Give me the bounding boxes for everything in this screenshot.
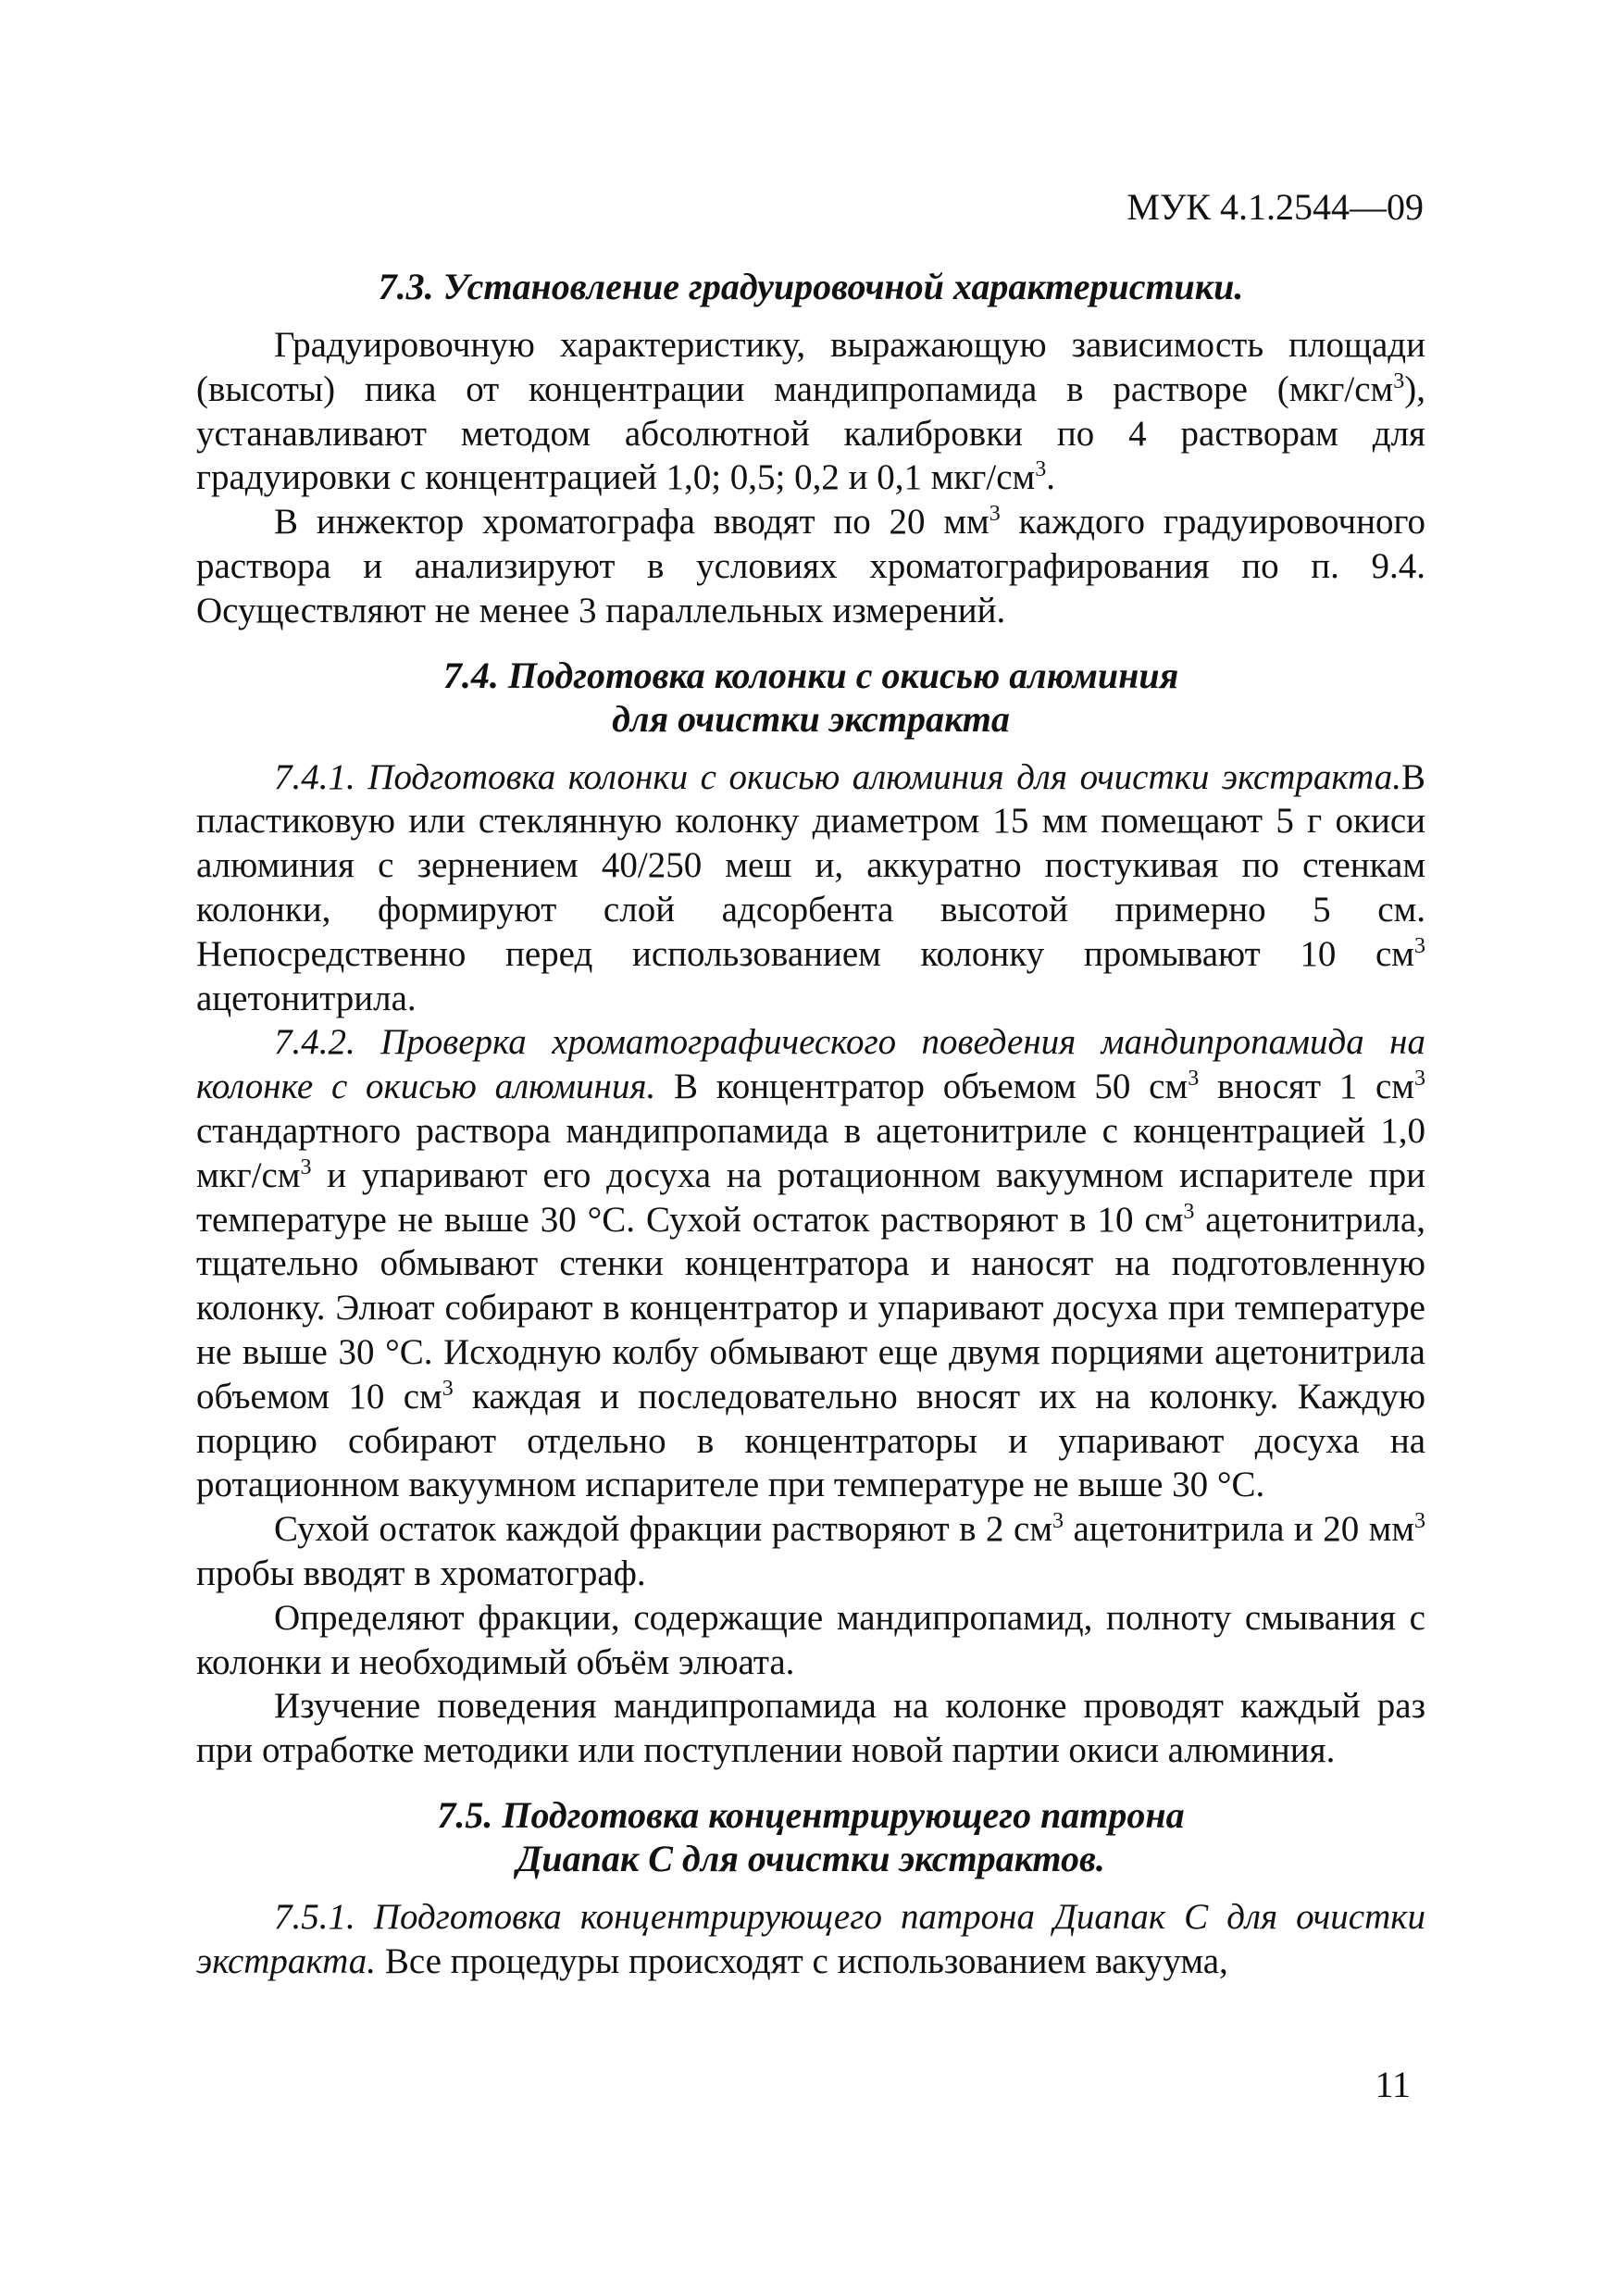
page-number: 11: [1375, 2064, 1411, 2105]
subsection-title-7-4-1: 7.4.1. Подготовка колонки с окисью алюминия для очистки экстракта.: [274, 756, 1401, 797]
paragraph-7-4-fractions: Определяют фракции, содержащие мандипропамид, полноту смывания с колонки и необходимый объём элюата.: [196, 1597, 1425, 1682]
superscript: 3: [1414, 933, 1425, 958]
text-run: ацетонитрила.: [196, 978, 417, 1018]
subsection-title-7-4-2: 7.4.2. Проверка хроматографического поведения мандипропамида на колонке с окисью алюминия.: [196, 1022, 1425, 1107]
spacer: [196, 1773, 1425, 1793]
spacer: [196, 741, 1425, 755]
section-heading-7-5-line1: 7.5. Подготовка концентрирующего патрона: [437, 1793, 1185, 1836]
superscript: 3: [1183, 1199, 1195, 1224]
spacer: [196, 308, 1425, 323]
text-run: В пластиковую или стеклянную колонку диаметром 15 мм помещают 5 г окиси алюминия с зернением 40/250 меш и, аккуратно постукивая по стенкам колонки, формируют слой адсорбента высотой примерно 5 см. Непосредственно перед использованием колонку промывают 10 см: [196, 756, 1425, 974]
superscript: 3: [1393, 368, 1405, 393]
superscript: 3: [1188, 1067, 1200, 1092]
paragraph-7-4-2: [196, 1020, 1425, 1507]
text-run: стандартного раствора мандипропамида в ацетонитриле с концентрацией 1,0 мкг/см: [196, 1110, 1425, 1195]
paragraph-7-4-dry-residue: [196, 1507, 1425, 1596]
superscript: 3: [442, 1376, 454, 1401]
spacer: [196, 1880, 1425, 1895]
text-run: .: [1046, 457, 1055, 498]
text-run: В инжектор хроматографа вводят по 20 мм: [274, 502, 989, 543]
text-run: пробы вводят в хроматограф.: [196, 1553, 646, 1593]
text-run: вносят 1 см: [1199, 1067, 1414, 1107]
paragraph-7-3-injection: [196, 500, 1425, 632]
section-heading-7-5-line2: Диапак С для очистки экстрактов.: [517, 1837, 1105, 1879]
superscript: 3: [1414, 1509, 1426, 1534]
text-run: каждого градуировочного раствора и анализируют в условиях хроматографирования по п. 9.4. Осуществляют не менее 3 параллельных измерений.: [196, 502, 1425, 630]
section-heading-7-4-line2: для очистки экстракта: [612, 697, 1010, 740]
superscript: 3: [1414, 1067, 1425, 1092]
text-run: ), устанавливают методом абсолютной калибровки по 4 растворам для градуировки с концентрацией 1,0; 0,5; 0,2 и 0,1 мкг/см: [196, 368, 1425, 498]
text-run: ацетонитрила и 20 мм: [1064, 1509, 1415, 1550]
section-heading-7-3: [196, 265, 1425, 308]
superscript: 3: [300, 1154, 312, 1179]
paragraph-7-4-1: [196, 755, 1425, 1021]
section-heading-7-3-text: 7.3. Установление градуировочной характеристики.: [378, 266, 1244, 307]
superscript: 3: [989, 502, 1001, 527]
text-run: Все процедуры происходят с использованием вакуума,: [376, 1940, 1228, 1981]
superscript: 3: [1052, 1509, 1064, 1534]
text-run: Градуировочную характеристику, выражающую зависимость площади (высоты) пика от концентрации мандипропамида в растворе (мкг/см: [196, 325, 1425, 409]
section-heading-7-5: [196, 1793, 1425, 1880]
text-run: ацетонитрила, тщательно обмывают стенки концентратора и наносят на подготовленную колонку. Элюат собирают в концентратор и упаривают досуха при температуре не выше 30 °С. Исходную колбу обмывают еще двумя порциями ацетонитрила объемом 10 см: [196, 1199, 1425, 1416]
section-heading-7-4-line1: 7.4. Подготовка колонки с окисью алюминия: [442, 654, 1179, 696]
text-run: и упаривают его досуха на ротационном вакуумном испарителе при температуре не выше 30 °С. Сухой остаток растворяют в 10 см: [196, 1154, 1425, 1240]
page-body: [196, 265, 1425, 1984]
subsection-title-7-5-1: 7.5.1. Подготовка концентрирующего патрона Диапак С для очистки экстракта.: [196, 1896, 1425, 1981]
running-header: МУК 4.1.2544—09: [1126, 186, 1424, 228]
paragraph-7-3-calibration: [196, 323, 1425, 500]
section-heading-7-4: [196, 654, 1425, 741]
superscript: 3: [1035, 457, 1047, 482]
spacer: [196, 633, 1425, 654]
text-run: каждая и последовательно вносят их на колонку. Каждую порцию собирают отдельно в концентраторы и упаривают досуха на ротационном вакуумном испарителе при температуре не выше 30 °С.: [196, 1376, 1425, 1505]
paragraph-7-5-1: [196, 1895, 1425, 1984]
text-run: Сухой остаток каждой фракции растворяют в 2 см: [274, 1509, 1053, 1550]
text-run: В концентратор объемом 50 см: [655, 1067, 1189, 1107]
paragraph-7-4-study: Изучение поведения мандипропамида на колонке проводят каждый раз при отработке методики или поступлении новой партии окиси алюминия.: [196, 1686, 1425, 1771]
